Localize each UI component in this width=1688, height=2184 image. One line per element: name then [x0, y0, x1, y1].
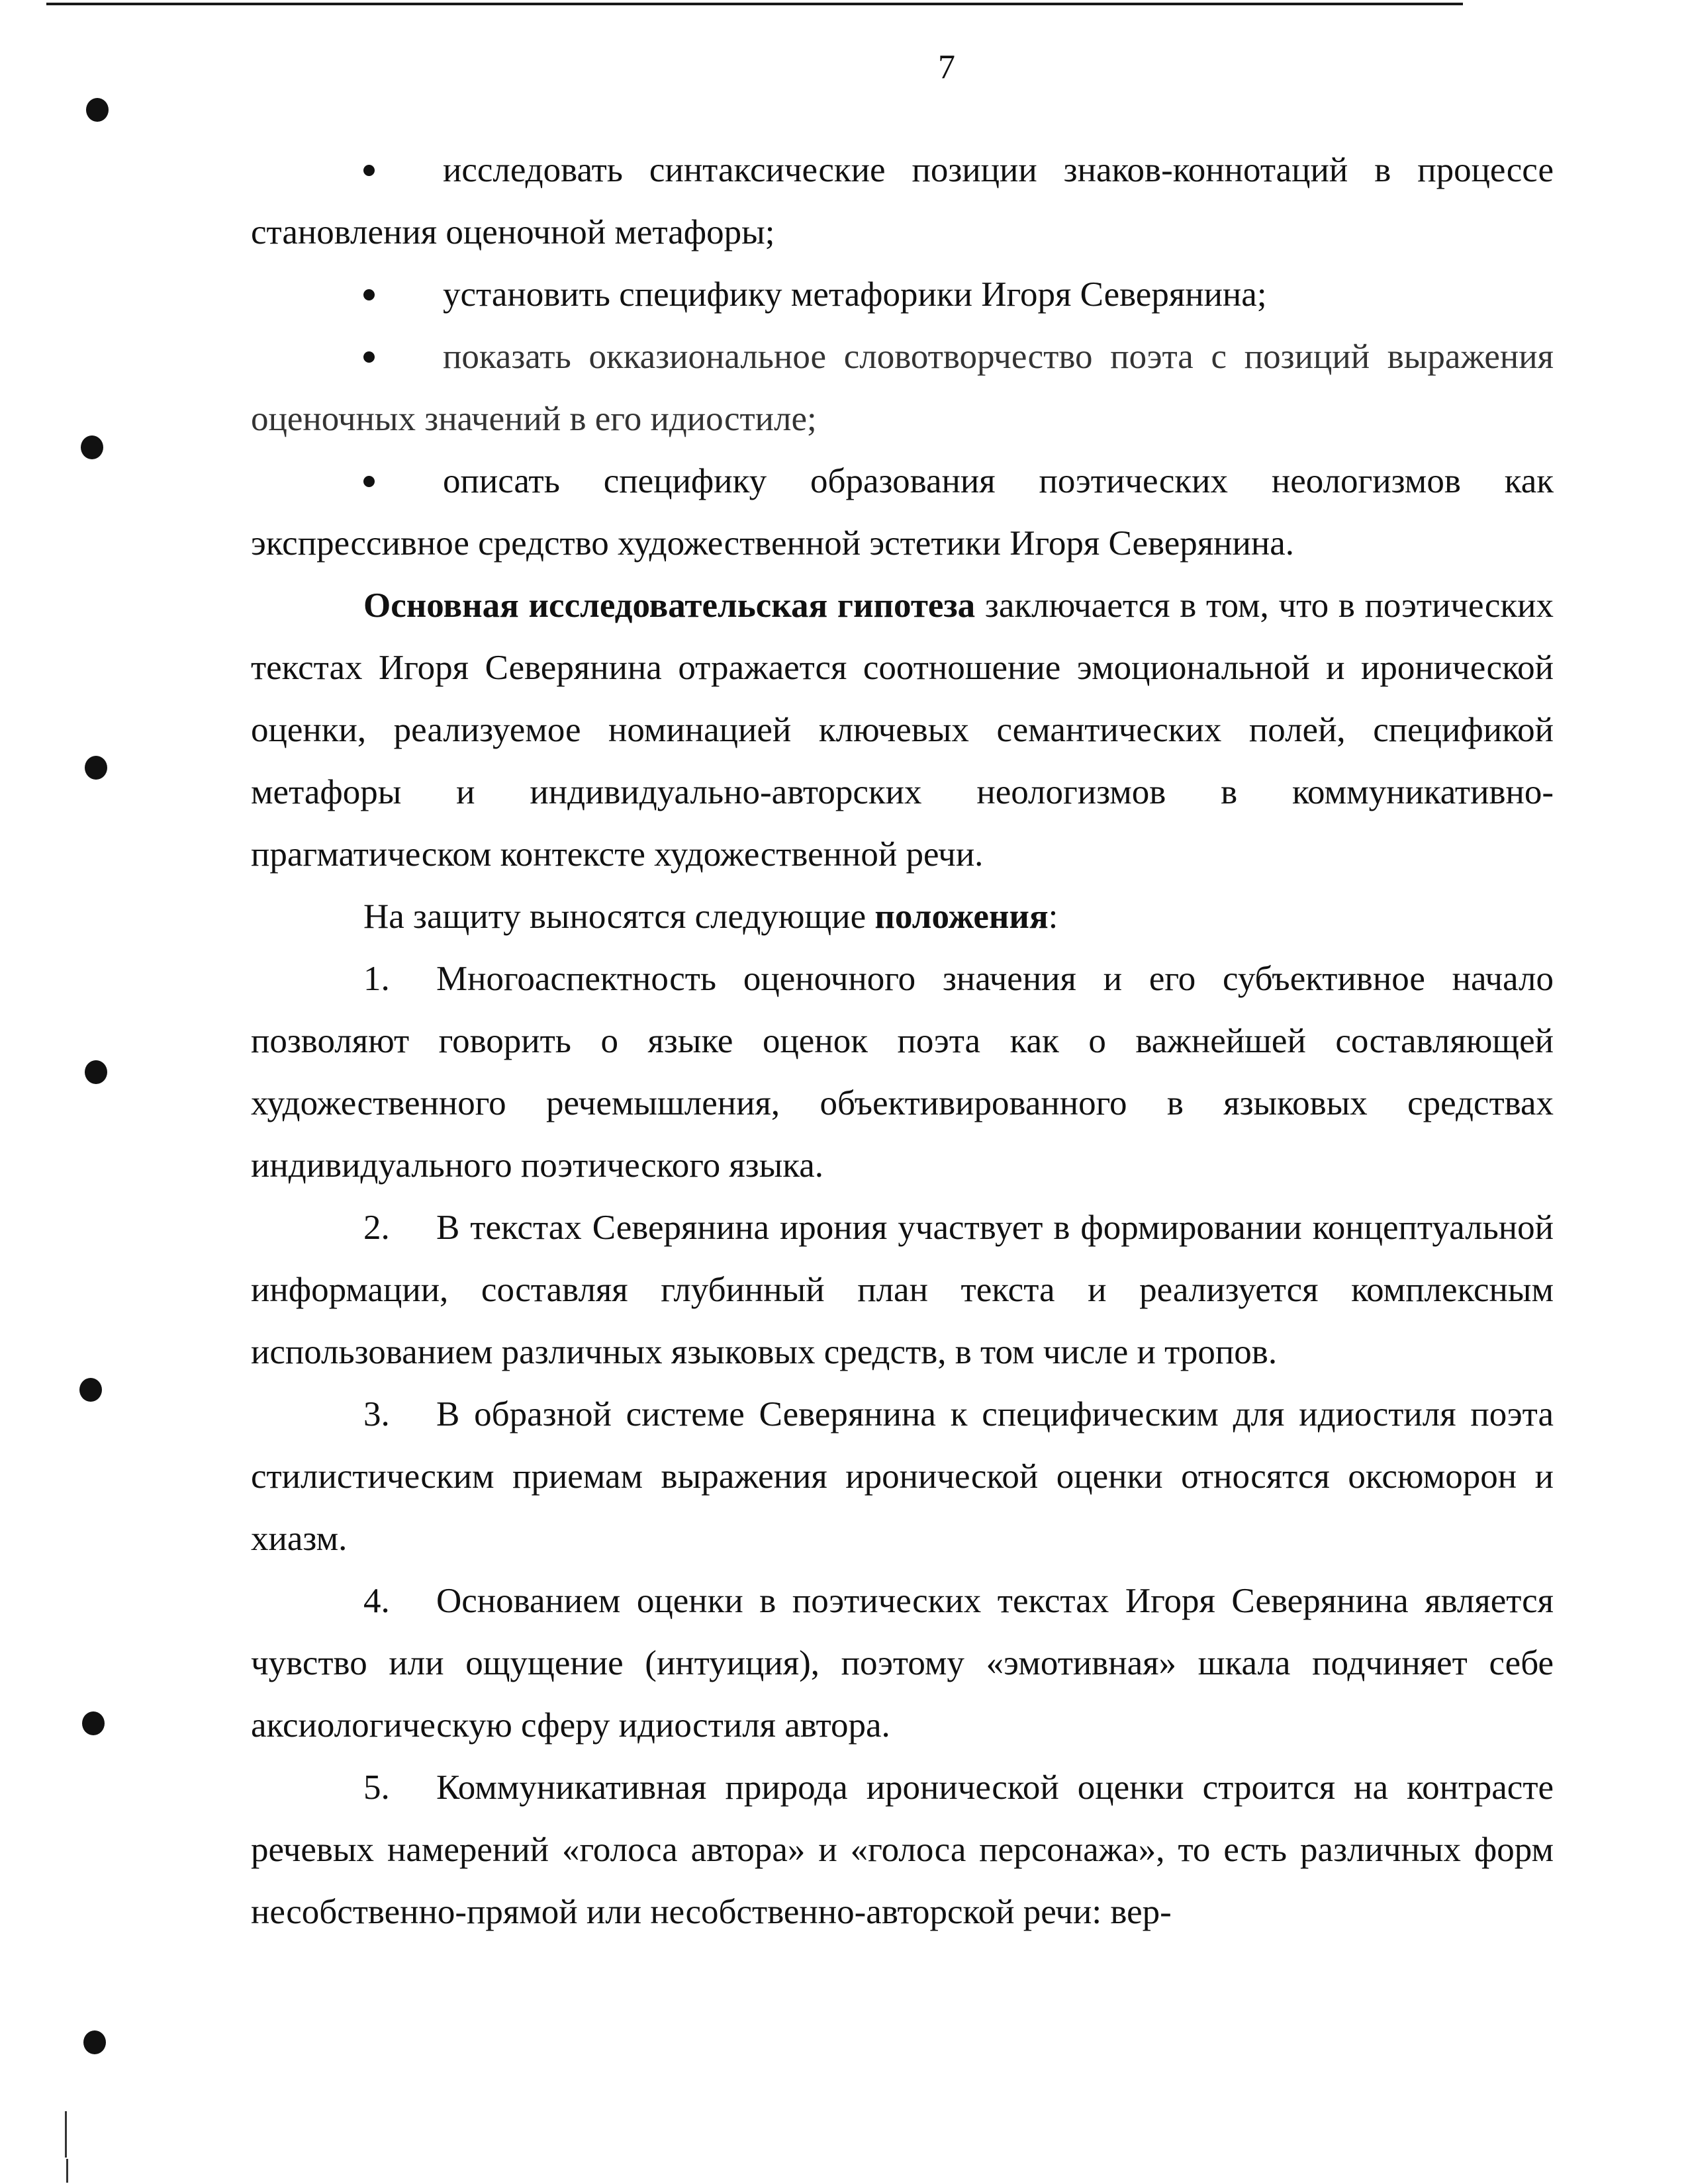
bullet-icon [363, 263, 443, 326]
theses-intro [251, 886, 1554, 948]
list-item [251, 450, 1554, 574]
binder-hole [86, 98, 109, 122]
thesis-number: 5. [363, 1768, 390, 1807]
thesis-item [251, 1570, 1554, 1756]
hypothesis-paragraph [251, 574, 1554, 886]
thesis-text: Многоаспектность оценочного значения и его субъективное начало позволяют говорить о языке оценок поэта как о важнейшей составляющей художественного речемышления, объективированного в языковых средствах индивидуального поэтического языка. [251, 960, 1554, 1185]
theses-intro-text: На защиту выносятся следующие [363, 897, 875, 936]
top-rule [46, 3, 1463, 5]
binder-hole [85, 756, 107, 780]
bullet-icon [363, 450, 443, 512]
hypothesis-text: заключается в том, что в поэтических текстах Игоря Северянина отражается соотношение эмоциональной и иронической оценки, реализуемое номинацией ключевых семантических полей, спецификой метафоры и индивидуально-авторских неологизмов в коммуникативно-прагматическом контексте художественной речи. [251, 586, 1554, 874]
thesis-number: 1. [363, 960, 390, 998]
binder-hole [79, 1378, 102, 1402]
bullet-text: описать специфику образования поэтических неологизмов как экспрессивное средство художественной эстетики Игоря Северянина. [251, 462, 1554, 563]
thesis-text: Основанием оценки в поэтических текстах Игоря Северянина является чувство или ощущение (интуиция), поэтому «эмотивная» шкала подчиняет себе аксиологическую сферу идиостиля автора. [251, 1582, 1554, 1745]
binder-hole [82, 1711, 105, 1735]
document-body [251, 139, 1554, 1943]
thesis-item [251, 1383, 1554, 1570]
thesis-text: Коммуникативная природа иронической оценки строится на контрасте речевых намерений «голоса автора» и «голоса персонажа», то есть различных форм несобственно-прямой или несобственно-авторской речи: вер- [251, 1768, 1554, 1931]
binder-hole [85, 1060, 107, 1084]
thesis-text: В образной системе Северянина к специфическим для идиостиля поэта стилистическим приемам выражения иронической оценки относятся оксюморон и хиазм. [251, 1395, 1554, 1558]
thesis-number: 3. [363, 1395, 390, 1433]
thesis-text: В текстах Северянина ирония участвует в формировании концептуальной информации, составляя глубинный план текста и реализуется комплексным использованием различных языковых средств, в том числе и тропов. [251, 1208, 1554, 1371]
margin-mark [65, 2111, 67, 2158]
thesis-item [251, 1197, 1554, 1383]
thesis-item [251, 948, 1554, 1197]
thesis-item [251, 1756, 1554, 1943]
bullet-text: установить специфику метафорики Игоря Северянина; [443, 275, 1267, 314]
margin-mark [66, 2159, 68, 2183]
list-item [251, 326, 1554, 450]
list-item [251, 263, 1554, 326]
bullet-icon [363, 326, 443, 388]
theses-intro-colon: : [1048, 897, 1058, 936]
list-item [251, 139, 1554, 263]
theses-intro-bold: положения [874, 897, 1049, 936]
bullet-text: исследовать синтаксические позиции знаков-коннотаций в процессе становления оценочной метафоры; [251, 151, 1554, 251]
binder-hole [81, 435, 103, 459]
thesis-number: 4. [363, 1582, 390, 1620]
binder-hole [83, 2030, 106, 2054]
bullet-text: показать окказиональное словотворчество поэта с позиций выражения оценочных значений в его идиостиле; [251, 338, 1554, 438]
hypothesis-heading: Основная исследовательская гипотеза [363, 586, 976, 625]
thesis-number: 2. [363, 1208, 390, 1247]
bullet-icon [363, 139, 443, 201]
page-number: 7 [938, 48, 955, 86]
